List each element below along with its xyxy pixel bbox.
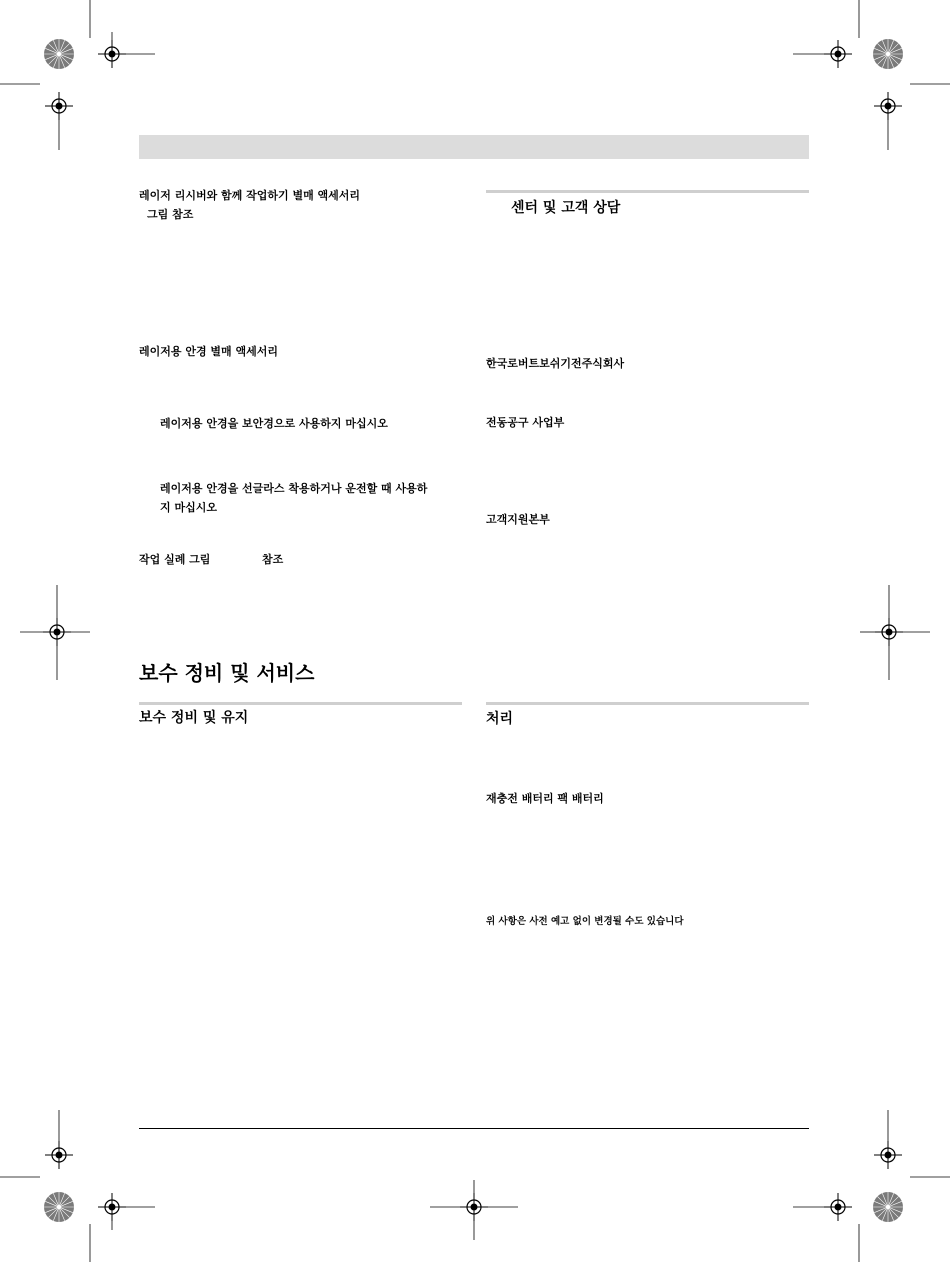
battery-heading: 재충전 배터리 팩 배터리 [486,792,604,805]
header-band [139,135,809,159]
division: 전동공구 사업부 [486,416,565,429]
registration-mark-icon [875,618,903,646]
section-rule-left [139,702,462,705]
starburst-target-icon [44,39,74,69]
customer-support: 고객지원본부 [486,513,550,526]
starburst-target-icon [44,1192,74,1222]
registration-mark-icon [824,1193,852,1221]
accessory-receiver-ref: 그림 참조 [147,208,194,221]
accessory-receiver-heading: 레이저 리시버와 함께 작업하기 별매 액세서리 [139,189,361,202]
footer-rule [139,1128,809,1129]
company-name: 한국로버트보쉬기전주식회사 [486,357,625,370]
registration-mark-icon [45,1141,73,1169]
registration-mark-icon [98,40,126,68]
maintenance-heading: 보수 정비 및 유지 [139,710,249,726]
glasses-warning-2-line2: 지 마십시오 [160,501,217,514]
disposal-rule [486,702,809,705]
glasses-heading: 레이저용 안경 별매 액세서리 [139,345,278,358]
registration-mark-icon [874,92,902,120]
starburst-target-icon [873,1192,903,1222]
glasses-warning-2-line1: 레이저용 안경을 선글라스 착용하거나 운전할 때 사용하 [160,482,428,495]
registration-mark-icon [43,618,71,646]
registration-mark-icon [874,1141,902,1169]
work-examples-heading: 작업 실례 그림 [139,553,211,566]
registration-mark-icon [45,92,73,120]
registration-mark-icon [98,1193,126,1221]
disposal-heading: 처리 [486,711,514,727]
glasses-warning-1: 레이저용 안경을 보안경으로 사용하지 마십시오 [160,417,388,430]
registration-mark-icon [460,1193,488,1221]
section-title: 보수 정비 및 서비스 [139,661,315,685]
registration-mark-icon [824,40,852,68]
service-rule [486,190,809,193]
starburst-target-icon [873,39,903,69]
change-notice: 위 사항은 사전 예고 없이 변경될 수도 있습니다 [486,916,684,927]
work-examples-ref: 참조 [262,553,284,566]
service-heading: 센터 및 고객 상담 [511,200,621,216]
